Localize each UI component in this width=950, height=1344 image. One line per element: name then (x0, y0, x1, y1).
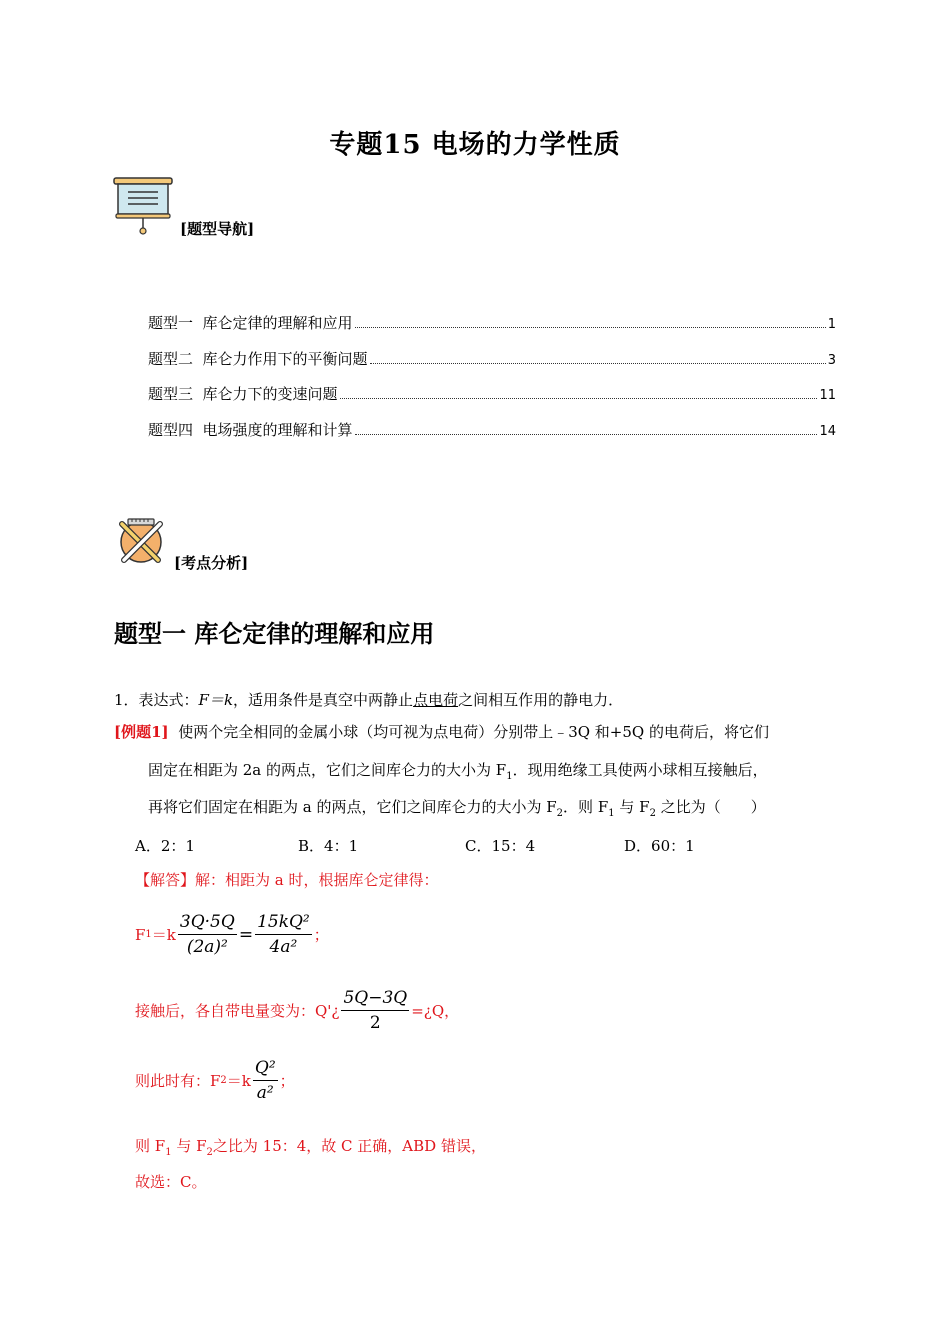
toc-item[interactable] (148, 383, 836, 404)
toc-label: 题型四 电场强度的理解和计算 (148, 421, 353, 439)
example-line-1: [例题1] 使两个完全相同的金属小球（均可视为点电荷）分别带上﹣3Q 和+5Q 的电荷后，将它们 (114, 723, 769, 741)
toc-item[interactable] (148, 348, 836, 369)
toc-page: 11 (819, 388, 836, 403)
option-c[interactable]: C．15：4 (465, 837, 536, 855)
answer-contact: 接触后，各自带电量变为：Q'¿ $\frac{5Q-3Q}{2}$ =¿Q， (135, 988, 460, 1033)
toc-label: 题型二 库仑力作用下的平衡问题 (148, 350, 368, 368)
page-title: 专题15 电场的力学性质 (329, 130, 621, 160)
toc-leader (340, 397, 818, 399)
presentation-board-icon (112, 175, 174, 237)
nav-label: [题型导航] (180, 220, 255, 238)
answer-f2: 则此时有：F 2 ＝k $\frac{\text{Q²}}{\text{a²}}$ ； (135, 1058, 295, 1103)
toc-label: 题型一 库仑定律的理解和应用 (148, 314, 353, 332)
answer-intro: 【解答】解：相距为 a 时，根据库仑定律得： (135, 871, 439, 889)
analysis-label: [考点分析] (174, 554, 249, 572)
toc-label: 题型三 库仑力下的变速问题 (148, 385, 338, 403)
toc-leader (355, 326, 826, 328)
toc-item[interactable] (148, 312, 836, 333)
section-heading: 题型一 库仑定律的理解和应用 (114, 619, 435, 648)
option-b[interactable]: B．4：1 (298, 837, 359, 855)
toc-leader (370, 362, 826, 364)
point-1: 1．表达式：F＝k，适用条件是真空中两静止点电荷之间相互作用的静电力． (114, 691, 624, 709)
example-line-3: 再将它们固定在相距为 a 的两点，它们之间库仑力的大小为 $F_2$．则 $F_1$ 与 $F_2$ 之比为（ ） (148, 798, 766, 819)
option-a[interactable]: A．2：1 (135, 837, 195, 855)
example-line-2: 固定在相距为 2a 的两点，它们之间库仑力的大小为 $F_1$．现用绝缘工具使两小球相互接触后， (148, 761, 768, 782)
toc-page: 3 (827, 353, 836, 368)
option-d[interactable]: D．60：1 (624, 837, 695, 855)
example-tag: [例题1] (114, 723, 169, 741)
toc-page: 14 (819, 424, 836, 439)
answer-ratio: 则 $F_1$ 与 $F_2$之比为 15：4，故 C 正确，ABD 错误， (135, 1137, 486, 1158)
answer-choice: 故选：C。 (135, 1173, 207, 1191)
toc-item[interactable] (148, 419, 836, 440)
answer-f1: F 1 ＝k $\frac{3Q\cdot 5Q}{\text{(2a)²}}$ = $\frac{\text{15kQ²}}{\text{4a²}}$ ； (135, 912, 329, 957)
toc-page: 1 (827, 317, 836, 332)
pencil-ruler-icon (116, 516, 166, 566)
toc-leader (355, 433, 818, 435)
